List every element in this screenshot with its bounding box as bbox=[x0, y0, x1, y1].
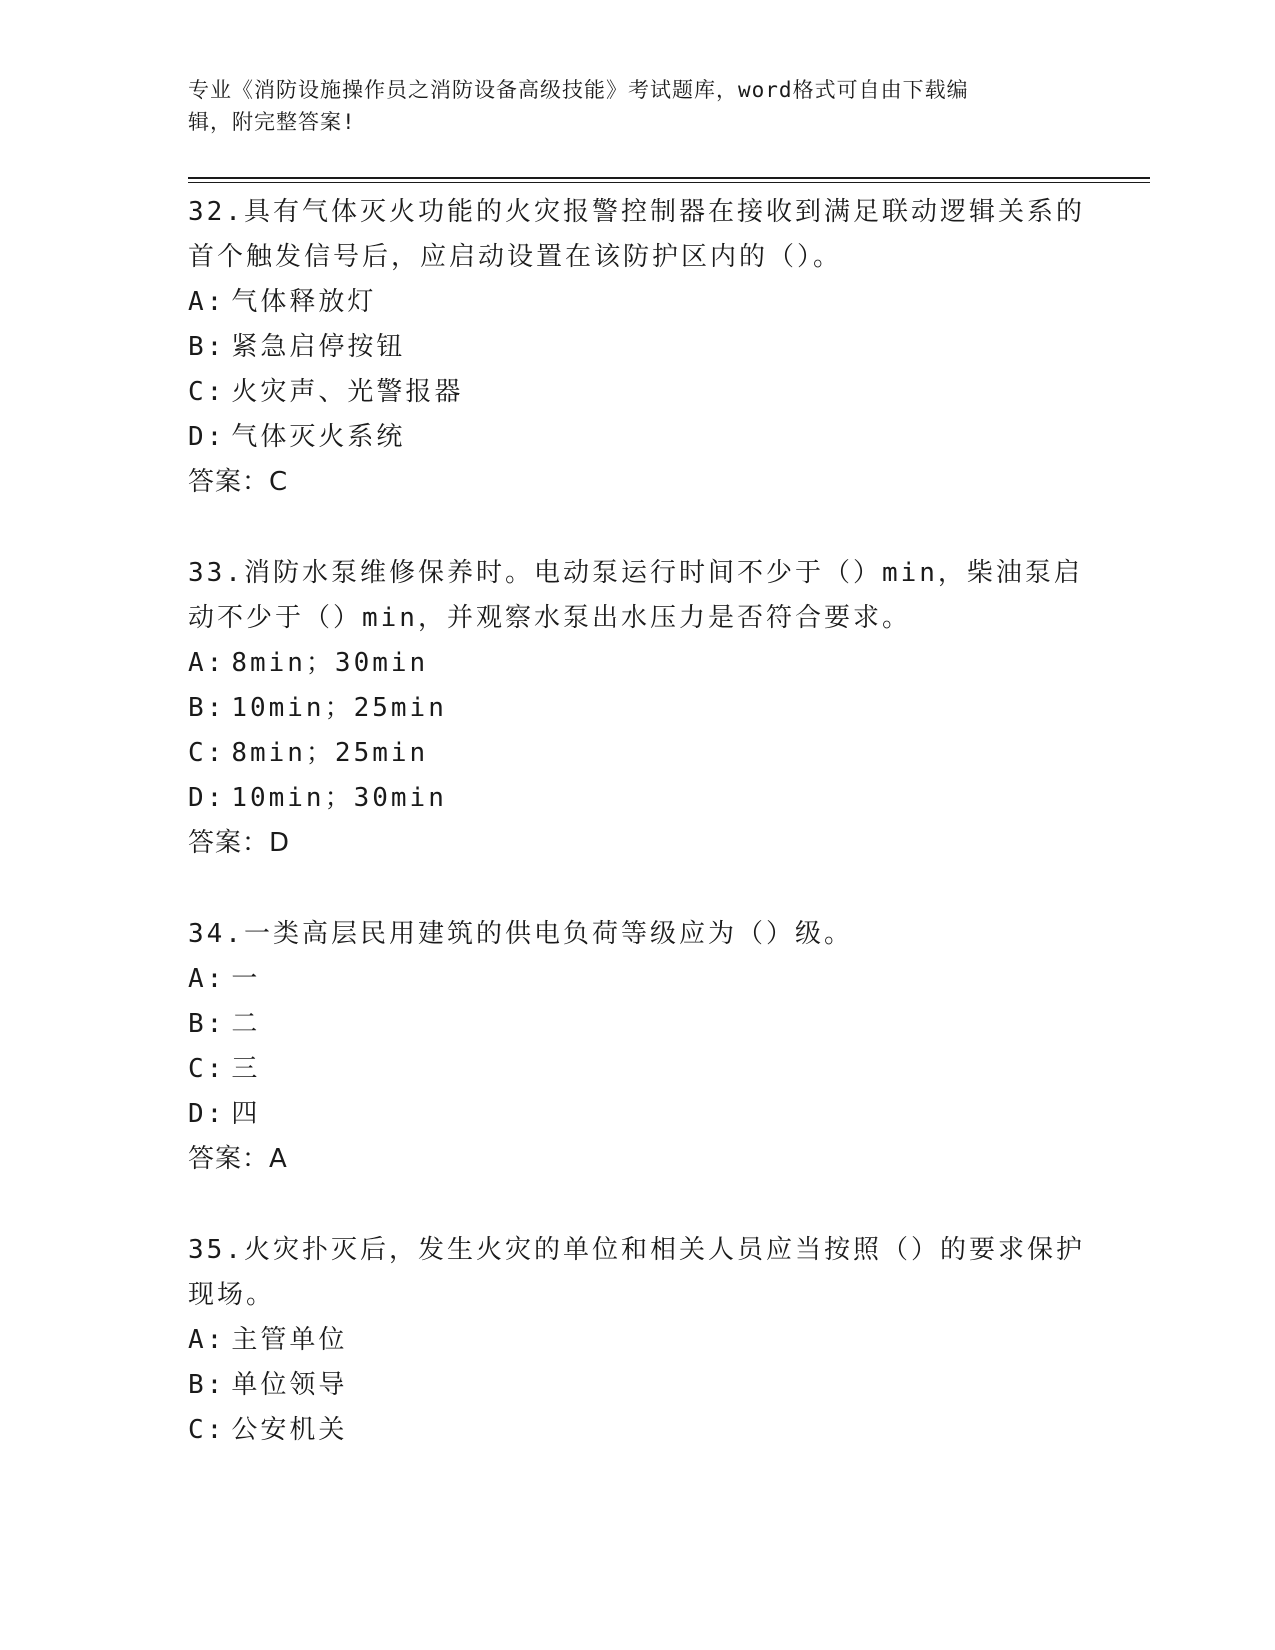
answer-line: 答案：A bbox=[188, 1144, 288, 1174]
question-33 bbox=[188, 551, 1088, 866]
option-key: B: bbox=[188, 332, 226, 362]
question-stem: 33.消防水泵维修保养时。电动泵运行时间不少于（）min，柴油泵启动不少于（）min，并观察水泵出水压力是否符合要求。 bbox=[188, 558, 1083, 633]
option-a bbox=[188, 957, 1088, 1002]
option-b bbox=[188, 1363, 1088, 1408]
option-text: 主管单位 bbox=[231, 1325, 348, 1355]
header-divider-thin bbox=[188, 182, 1150, 183]
option-key: C: bbox=[188, 1415, 226, 1445]
header-intro-line-1: 专业《消防设施操作员之消防设备高级技能》考试题库，word格式可自由下载编 bbox=[188, 78, 969, 102]
option-key: C: bbox=[188, 738, 226, 768]
option-d bbox=[188, 415, 1088, 460]
option-key: A: bbox=[188, 648, 226, 678]
option-c bbox=[188, 370, 1088, 415]
option-text: 气体灭火系统 bbox=[231, 422, 406, 452]
option-text: 四 bbox=[231, 1099, 261, 1129]
question-list bbox=[188, 190, 1088, 1453]
option-c bbox=[188, 1408, 1088, 1453]
header-divider-thick bbox=[188, 177, 1150, 179]
option-b bbox=[188, 686, 1088, 731]
option-key: A: bbox=[188, 287, 226, 317]
option-d bbox=[188, 1092, 1088, 1137]
option-text: 8min；25min bbox=[231, 738, 429, 768]
question-stem: 35.火灾扑灭后，发生火灾的单位和相关人员应当按照（）的要求保护现场。 bbox=[188, 1235, 1085, 1310]
question-34 bbox=[188, 912, 1088, 1182]
option-key: C: bbox=[188, 377, 226, 407]
option-text: 公安机关 bbox=[231, 1415, 348, 1445]
question-stem: 32.具有气体灭火功能的火灾报警控制器在接收到满足联动逻辑关系的首个触发信号后，应启动设置在该防护区内的（）。 bbox=[188, 197, 1085, 272]
option-text: 紧急启停按钮 bbox=[231, 332, 406, 362]
option-a bbox=[188, 280, 1088, 325]
answer-line: 答案：D bbox=[188, 828, 291, 858]
header-intro-line-2: 辑，附完整答案! bbox=[188, 110, 356, 134]
question-stem: 34.一类高层民用建筑的供电负荷等级应为（）级。 bbox=[188, 919, 853, 949]
option-text: 8min；30min bbox=[231, 648, 429, 678]
option-key: A: bbox=[188, 1325, 226, 1355]
option-key: D: bbox=[188, 1099, 226, 1129]
option-c bbox=[188, 1047, 1088, 1092]
option-text: 10min；25min bbox=[231, 693, 447, 723]
option-key: C: bbox=[188, 1054, 226, 1084]
option-text: 单位领导 bbox=[231, 1370, 348, 1400]
option-b bbox=[188, 325, 1088, 370]
option-text: 一 bbox=[231, 964, 261, 994]
option-text: 火灾声、光警报器 bbox=[231, 377, 464, 407]
option-key: A: bbox=[188, 964, 226, 994]
option-key: B: bbox=[188, 693, 226, 723]
document-header bbox=[188, 74, 1088, 138]
option-c bbox=[188, 731, 1088, 776]
option-b bbox=[188, 1002, 1088, 1047]
question-35 bbox=[188, 1228, 1088, 1453]
option-text: 三 bbox=[231, 1054, 261, 1084]
option-d bbox=[188, 776, 1088, 821]
option-key: D: bbox=[188, 422, 226, 452]
option-text: 二 bbox=[231, 1009, 261, 1039]
option-text: 10min；30min bbox=[231, 783, 447, 813]
answer-line: 答案：C bbox=[188, 467, 289, 497]
option-a bbox=[188, 1318, 1088, 1363]
option-key: B: bbox=[188, 1370, 226, 1400]
option-a bbox=[188, 641, 1088, 686]
option-key: D: bbox=[188, 783, 226, 813]
option-text: 气体释放灯 bbox=[231, 287, 377, 317]
option-key: B: bbox=[188, 1009, 226, 1039]
question-32 bbox=[188, 190, 1088, 505]
